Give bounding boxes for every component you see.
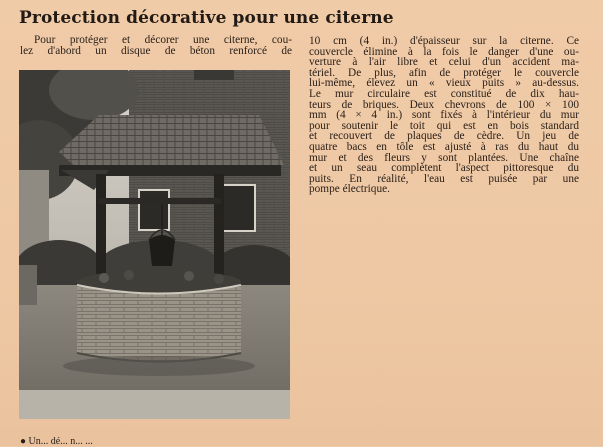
text-line: Le mur circulaire est constitué de dix hau- xyxy=(309,87,579,100)
text-line: couvercle élimine à la fois le danger d'une ou- xyxy=(309,45,579,58)
text-line: lui-même, élevez un « vieux puits » au-dessus. xyxy=(309,77,579,90)
text-line: lez d'abord un disque de béton renforcé de xyxy=(20,44,292,57)
text-line: mm (4 × 4 in.) sont fixés à l'intérieur du mur xyxy=(309,109,579,122)
article-title: Protection décorative pour une citerne xyxy=(19,8,394,28)
text-line: verture à l'air libre et celui d'un accident ma- xyxy=(309,56,579,69)
text-line: pour soutenir le toit qui est en bois standard xyxy=(309,119,579,132)
text-line: teurs de briques. Deux chevrons de 100 × 100 xyxy=(309,98,579,111)
text-line: quatre bacs en tôle est ajusté à ras du haut du xyxy=(309,140,579,153)
right-column-text xyxy=(309,36,579,195)
left-column-text xyxy=(20,35,292,56)
text-line: pompe électrique. xyxy=(309,183,390,196)
text-line: et recouvert de plaques de cèdre. Un jeu de xyxy=(309,130,579,143)
text-line: et un seau complètent l'aspect pittoresque du xyxy=(309,162,579,175)
next-item-fragment: ● Un... dé... n... ... xyxy=(20,436,93,447)
text-line: 10 cm (4 in.) d'épaisseur sur la citerne. Ce xyxy=(309,35,579,47)
text-line: Pour protéger et décorer une citerne, cou- xyxy=(34,34,292,46)
text-line: tériel. De plus, afin de protéger le couvercle xyxy=(309,66,579,79)
text-line: mur et des fleurs y sont plantées. Une chaîne xyxy=(309,151,579,164)
text-line: puits. En réalité, l'eau est puisée par une xyxy=(309,172,579,185)
well-photo xyxy=(19,70,290,419)
